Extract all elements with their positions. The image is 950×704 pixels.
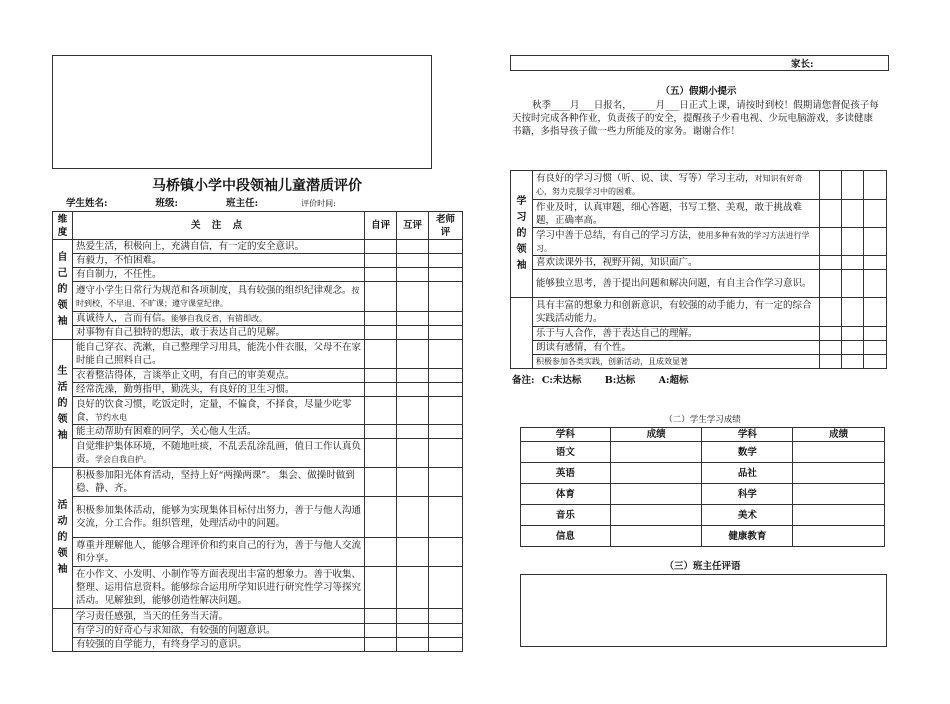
score-cell[interactable] (864, 256, 887, 270)
score-cell[interactable] (397, 439, 429, 468)
table-row (511, 327, 887, 341)
teacher-label: 班主任: (226, 198, 259, 209)
dimension-char: 动 (57, 516, 68, 527)
score-cell[interactable] (429, 638, 463, 652)
focus-text: 具有丰富的想象力和创新意识，有较强的动手能力，有一定的综合实践活动能力。 (535, 300, 812, 324)
focus-cell (72, 369, 364, 383)
score-cell[interactable] (429, 340, 463, 369)
focus-cell (532, 341, 819, 355)
table-row (521, 442, 885, 463)
table-row (511, 200, 887, 228)
focus-cell (72, 624, 364, 638)
dimension-cell (53, 340, 73, 468)
table-row (53, 254, 463, 268)
table-row (53, 468, 463, 497)
score-cell[interactable] (397, 425, 429, 439)
focus-cell (72, 425, 364, 439)
class-label: 班级: (155, 198, 179, 209)
score-cell[interactable] (864, 171, 887, 200)
dimension-char: 的 (516, 228, 527, 239)
focus-text: 朗读有感情，有个性。 (535, 342, 631, 353)
score-cell[interactable] (429, 439, 463, 468)
photo-box (52, 55, 432, 169)
score-cell[interactable] (365, 383, 397, 397)
grades-col-score-2: 成绩 (793, 428, 885, 442)
holiday-tips-heading: （五）假期小提示 (660, 86, 737, 97)
focus-text: 遵守小学生日常行为规范和各项制度，具有较强的组织纪律观念。 (75, 284, 352, 296)
score-cell[interactable] (842, 355, 864, 369)
grade-cell[interactable] (793, 505, 885, 526)
score-cell[interactable] (397, 567, 429, 609)
table-row (53, 282, 463, 312)
grade-cell[interactable] (610, 505, 702, 526)
score-cell[interactable] (820, 355, 842, 369)
table-row (511, 270, 887, 298)
peer-eval-header: 互评 (397, 212, 429, 240)
study-dimension-cell (511, 171, 533, 298)
focus-cell (72, 340, 364, 369)
table-row (53, 312, 463, 326)
parent-signature-box (510, 55, 889, 71)
focus-cell (532, 228, 819, 256)
focus-cell (72, 497, 364, 538)
score-cell[interactable] (429, 468, 463, 497)
subject-name: 语文 (521, 442, 611, 463)
grade-cell[interactable] (610, 526, 702, 547)
score-cell[interactable] (429, 282, 463, 312)
focus-cell (72, 254, 364, 268)
focus-text: 自觉维护集体环境，不随地吐痰，不乱丢乱涂乱画，值日工作认真负责。 (75, 441, 361, 465)
table-row (521, 463, 885, 484)
focus-text: 有毅力，不怕困难。 (75, 255, 162, 266)
score-cell[interactable] (429, 240, 463, 254)
table-row (53, 397, 463, 425)
focus-header: 关 注 点 (72, 212, 364, 240)
focus-cell (532, 355, 819, 369)
dimension-char: 习 (516, 212, 527, 223)
student-info-line (66, 197, 466, 210)
dimension-char: 活 (57, 381, 68, 393)
score-cell[interactable] (397, 624, 429, 638)
dimension-char: 袖 (57, 564, 68, 575)
self-eval-header: 自评 (365, 212, 397, 240)
table-row (511, 355, 887, 369)
score-cell[interactable] (820, 298, 842, 327)
focus-text: 经常洗澡，勤剪指甲，勤洗头，有良好的卫生习惯。 (75, 384, 295, 395)
table-row (53, 326, 463, 340)
score-cell[interactable] (397, 282, 429, 312)
focus-cell (532, 200, 819, 228)
focus-text: 能够独立思考，善于提出问题和解决问题，有自主合作学习意识。 (535, 278, 812, 289)
dimension-char: 学 (516, 196, 527, 207)
table-row (521, 505, 885, 526)
dimension-char: 领 (516, 244, 527, 255)
grade-cell[interactable] (793, 442, 885, 463)
focus-text: 积极参加集体活动，能够为实现集体目标付出努力，善于与他人沟通交流，分工合作。组织管理，处理活动中的问题。 (75, 505, 361, 529)
table-row (53, 383, 463, 397)
score-cell[interactable] (365, 624, 397, 638)
focus-text: 热爱生活，积极向上，充满自信，有一定的安全意识。 (75, 241, 304, 252)
score-cell[interactable] (842, 256, 864, 270)
focus-cell (72, 439, 364, 468)
dimension-char: 袖 (57, 315, 68, 327)
score-cell[interactable] (397, 340, 429, 369)
focus-cell (72, 383, 364, 397)
parent-label: 家长: (791, 59, 814, 70)
focus-text: 有良好的学习习惯（听、说、读、写等）学习主动， (535, 173, 755, 184)
focus-text: 能自己穿衣、洗漱，自己整理学习用具，能洗小件衣服，父母不在家时能自己照料自己。 (75, 342, 361, 366)
subject-name: 音乐 (521, 505, 611, 526)
score-cell[interactable] (864, 341, 887, 355)
score-cell[interactable] (429, 567, 463, 609)
score-cell[interactable] (365, 439, 397, 468)
grades-table (520, 427, 885, 547)
dimension-char: 己 (57, 267, 68, 279)
left-eval-table (52, 211, 463, 652)
note-c: C:未达标 (541, 375, 582, 386)
grades-heading: （二）学生学习成绩 (664, 415, 741, 425)
score-cell[interactable] (365, 312, 397, 326)
focus-cell (72, 326, 364, 340)
table-row (521, 484, 885, 505)
score-cell[interactable] (429, 369, 463, 383)
score-cell[interactable] (397, 312, 429, 326)
dimension-cell (53, 468, 73, 609)
score-cell[interactable] (397, 326, 429, 340)
focus-text: 良好的饮食习惯，吃饭定时，定量，不偏食，不择食，尽量少吃零食， (75, 398, 352, 423)
dimension-char: 领 (57, 413, 68, 425)
score-cell[interactable] (365, 254, 397, 268)
score-cell[interactable] (429, 383, 463, 397)
score-cell[interactable] (397, 397, 429, 425)
grade-cell[interactable] (793, 526, 885, 547)
table-row (53, 425, 463, 439)
note-a: A:超标 (658, 375, 689, 386)
table-row (53, 369, 463, 383)
score-cell[interactable] (397, 240, 429, 254)
dimension-char: 领 (57, 299, 68, 311)
table-row (53, 538, 463, 567)
score-cell[interactable] (842, 298, 864, 327)
score-cell[interactable] (429, 254, 463, 268)
focus-text: 作业及时，认真审题，细心答题，书写工整、美观，敢于挑战难题，正确率高。 (535, 201, 802, 226)
score-cell[interactable] (429, 497, 463, 538)
score-cell[interactable] (864, 298, 887, 327)
score-cell[interactable] (820, 200, 842, 228)
focus-cell (72, 538, 364, 567)
focus-cell (72, 609, 364, 624)
focus-cell (72, 567, 364, 609)
note-label: 备注: (512, 375, 535, 386)
dimension-char: 袖 (516, 260, 527, 271)
focus-cell (532, 171, 819, 200)
focus-text: 真诚待人，言而有信。 (75, 313, 171, 324)
focus-text: 衣着整洁得体，言谈举止文明，有自己的审美观点。 (75, 370, 295, 381)
focus-cell (72, 282, 364, 312)
score-cell[interactable] (429, 538, 463, 567)
score-cell[interactable] (429, 624, 463, 638)
eval-time-label: 评价时间: (301, 199, 336, 208)
focus-text: 积极参加阳光体育活动，坚持上好“两操两课”。 集会、做操时做到稳、静、齐。 (75, 470, 355, 494)
score-cell[interactable] (429, 397, 463, 425)
dimension-char: 领 (57, 548, 68, 559)
grade-cell[interactable] (610, 484, 702, 505)
focus-text: 能主动帮助有困难的同学，关心他人生活。 (75, 426, 257, 437)
score-cell[interactable] (365, 468, 397, 497)
focus-text: 尊重并理解他人，能够合理评价和约束自己的行为，善于与他人交流和分享。 (75, 540, 361, 564)
score-cell[interactable] (365, 425, 397, 439)
focus-cell (532, 327, 819, 341)
score-cell[interactable] (365, 326, 397, 340)
subject-name: 体育 (521, 484, 611, 505)
focus-cell (72, 312, 364, 326)
score-cell[interactable] (397, 638, 429, 652)
score-cell[interactable] (397, 468, 429, 497)
subject-name: 信息 (521, 526, 611, 547)
focus-subtext: 能够自我反省，有错即改。 (171, 314, 267, 323)
dimension-char: 袖 (57, 429, 68, 441)
score-cell[interactable] (820, 256, 842, 270)
score-cell[interactable] (864, 270, 887, 298)
teacher-comment-box (520, 574, 887, 647)
grade-cell[interactable] (610, 442, 702, 463)
focus-cell (532, 256, 819, 270)
score-cell[interactable] (365, 497, 397, 538)
table-row (53, 439, 463, 468)
focus-text: 喜欢读课外书，视野开阔，知识面广。 (535, 257, 698, 268)
focus-subtext: 节约水电 (95, 412, 127, 422)
score-cell[interactable] (842, 200, 864, 228)
score-cell[interactable] (820, 270, 842, 298)
score-cell[interactable] (864, 228, 887, 256)
dimension-char: 自 (57, 251, 68, 263)
grades-col-subject-2: 学科 (702, 428, 793, 442)
score-cell[interactable] (864, 355, 887, 369)
score-cell[interactable] (397, 497, 429, 538)
table-row (53, 497, 463, 538)
focus-subtext: 学会自我自护。 (95, 455, 151, 464)
score-cell[interactable] (365, 340, 397, 369)
holiday-tips-text: 秋季____月___日报名，_____月___日正式上课，请按时到校！假期请您督促孩子每天按时完成各种作业，负责孩子的安全，提醒孩子少看电视、少玩电脑游戏，多读健康书籍，多指导孩子做一些力所能及的家务。谢谢合作！ (512, 100, 879, 137)
score-cell[interactable] (842, 171, 864, 200)
focus-text: 有学习的好奇心与求知欲，有较强的问题意识。 (75, 625, 276, 636)
note-b: B:达标 (604, 375, 636, 386)
score-cell[interactable] (397, 254, 429, 268)
score-cell[interactable] (820, 341, 842, 355)
table-row (511, 256, 887, 270)
student-name-label: 学生姓名: (66, 198, 108, 209)
study-leader-table (510, 170, 887, 369)
score-cell[interactable] (365, 567, 397, 609)
subject-name: 健康教育 (702, 526, 793, 547)
focus-cell (72, 397, 364, 425)
focus-cell (72, 268, 364, 282)
table-row (53, 624, 463, 638)
score-cell[interactable] (365, 268, 397, 282)
dimension-cell (53, 240, 73, 340)
table-row (511, 298, 887, 327)
score-cell[interactable] (365, 282, 397, 312)
focus-cell (72, 638, 364, 652)
focus-text: 有自制力，不任性。 (75, 269, 162, 280)
score-cell[interactable] (429, 312, 463, 326)
focus-text: 乐于与人合作，善于表达自己的理解。 (535, 328, 698, 339)
table-row (521, 526, 885, 547)
dimension-char: 的 (57, 532, 68, 543)
focus-cell (532, 270, 819, 298)
score-cell[interactable] (864, 200, 887, 228)
teacher-comment-heading: （三）班主任评语 (664, 561, 741, 572)
focus-text: 有较强的自学能力，有终身学习的意识。 (75, 639, 247, 650)
grade-cell[interactable] (793, 484, 885, 505)
grade-cell[interactable] (793, 463, 885, 484)
focus-text: 学习中善于总结，有自己的学习方法， (535, 229, 698, 241)
focus-subtext: 使用多种有效的学习方法进行学习。 (535, 230, 810, 253)
table-row (53, 567, 463, 609)
dimension-cell (53, 609, 73, 652)
focus-subtext: 对知识有好奇心，努力克服学习中的困难。 (535, 174, 803, 196)
table-row (511, 341, 887, 355)
subject-name: 数学 (702, 442, 793, 463)
score-cell[interactable] (429, 326, 463, 340)
score-cell[interactable] (842, 270, 864, 298)
focus-cell (72, 468, 364, 497)
score-cell[interactable] (820, 228, 842, 256)
score-cell[interactable] (820, 327, 842, 341)
score-cell[interactable] (365, 609, 397, 624)
score-cell[interactable] (365, 397, 397, 425)
subject-name: 美术 (702, 505, 793, 526)
table-row (53, 340, 463, 369)
focus-text: 对事物有自己独特的想法，敢于表达自己的见解。 (75, 327, 285, 338)
score-cell[interactable] (365, 240, 397, 254)
dimension-char: 活 (57, 500, 68, 511)
focus-cell (532, 298, 819, 327)
table-row (53, 609, 463, 624)
score-cell[interactable] (842, 228, 864, 256)
dimension-header: 维度 (53, 212, 73, 240)
score-cell[interactable] (397, 369, 429, 383)
table-row (53, 268, 463, 282)
score-cell[interactable] (842, 327, 864, 341)
teacher-eval-header: 老师评 (429, 212, 463, 240)
table-row (53, 638, 463, 652)
subject-name: 科学 (702, 484, 793, 505)
score-cell[interactable] (397, 268, 429, 282)
grades-col-score-1: 成绩 (610, 428, 702, 442)
grades-col-subject-1: 学科 (521, 428, 611, 442)
subject-name: 英语 (521, 463, 611, 484)
score-cell[interactable] (429, 609, 463, 624)
table-row (511, 171, 887, 200)
score-cell[interactable] (365, 638, 397, 652)
score-cell[interactable] (429, 268, 463, 282)
dimension-char: 生 (57, 365, 68, 377)
dimension-char: 的 (57, 397, 68, 409)
table-row (53, 240, 463, 254)
score-cell[interactable] (820, 171, 842, 200)
focus-text: 学习责任感强，当天的任务当天清。 (75, 610, 228, 622)
score-cell[interactable] (429, 425, 463, 439)
note-line (512, 374, 812, 387)
score-cell[interactable] (397, 383, 429, 397)
focus-subtext: 按时到校，不早退、不旷课；遵守课堂纪律。 (75, 285, 360, 308)
page-title: 马桥镇小学中段领袖儿童潜质评价 (152, 178, 362, 194)
score-cell[interactable] (365, 538, 397, 567)
score-cell[interactable] (864, 327, 887, 341)
dimension-char: 的 (57, 283, 68, 295)
subject-name: 品社 (702, 463, 793, 484)
score-cell[interactable] (397, 538, 429, 567)
table-row (511, 228, 887, 256)
score-cell[interactable] (397, 609, 429, 624)
score-cell[interactable] (842, 341, 864, 355)
focus-subtext: 积极参加各类实践，创新活动，且成效显著 (535, 357, 688, 366)
score-cell[interactable] (365, 369, 397, 383)
dimension-empty-cell (511, 298, 533, 369)
grade-cell[interactable] (610, 463, 702, 484)
focus-cell (72, 240, 364, 254)
focus-text: 在小作文、小发明、小制作等方面表现出丰富的想象力。善于收集、整理、运用信息资料。能够综合运用所学知识进行研究性学习等探究活动。见解独到，能够创造性解决问题。 (75, 569, 361, 606)
